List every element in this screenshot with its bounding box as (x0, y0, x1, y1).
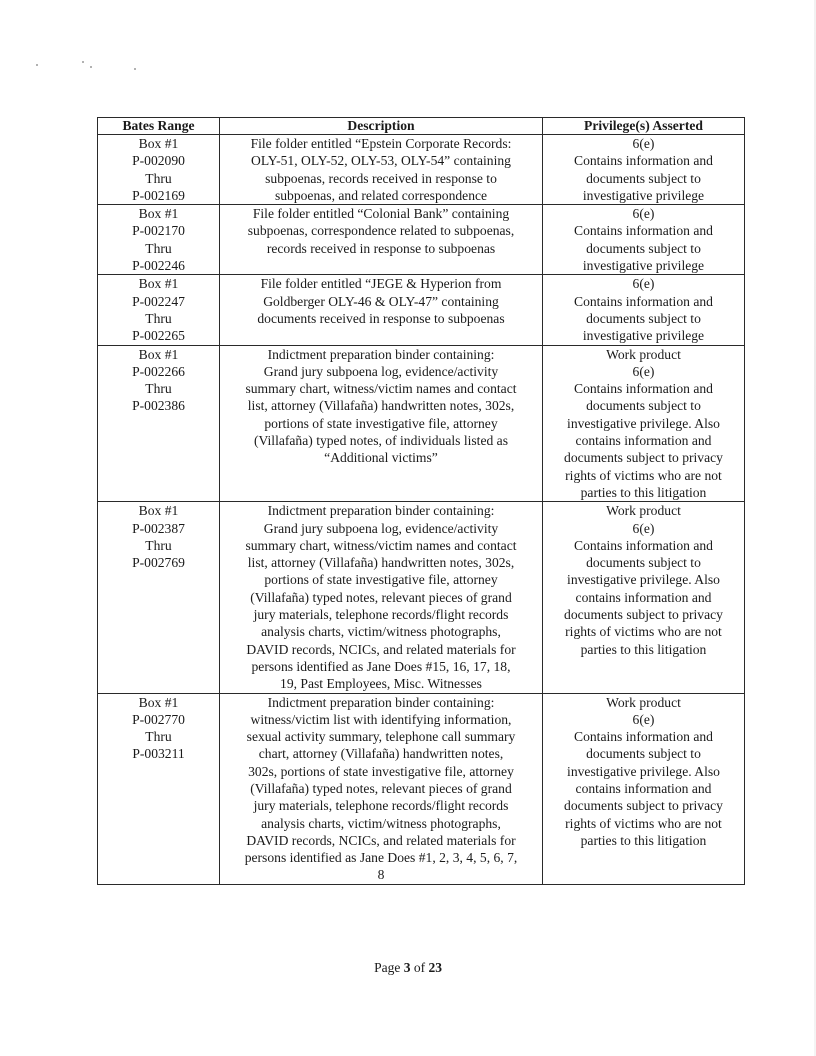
privilege-log-table (97, 117, 745, 885)
bates-range-cell: Box #1 P-002770 Thru P-003211 (98, 693, 220, 884)
privilege-cell: Work product 6(e) Contains information and documents subject to investigative privilege. Also contains information and documents subject to privacy rights of victims who are not parties to this litigation (543, 502, 745, 693)
header-row (98, 118, 745, 135)
table-row (98, 693, 745, 884)
table-body (98, 135, 745, 885)
bates-range-cell: Box #1 P-002387 Thru P-002769 (98, 502, 220, 693)
header-bates-range: Bates Range (98, 118, 220, 135)
scan-speck (90, 66, 92, 68)
bates-range-cell: Box #1 P-002247 Thru P-002265 (98, 275, 220, 345)
privilege-cell: Work product 6(e) Contains information and documents subject to investigative privilege. Also contains information and documents subject to privacy rights of victims who are not parties to this litigation (543, 693, 745, 884)
description-cell: File folder entitled “Epstein Corporate Records: OLY-51, OLY-52, OLY-53, OLY-54” containing subpoenas, records received in response to subpoenas, and related correspondence (220, 135, 543, 205)
table-row (98, 205, 745, 275)
page-footer (0, 960, 816, 976)
page-of-label: of (410, 960, 429, 975)
table-row (98, 502, 745, 693)
privilege-cell: 6(e) Contains information and documents subject to investigative privilege (543, 135, 745, 205)
table-row (98, 275, 745, 345)
scan-speck (36, 64, 38, 66)
header-description: Description (220, 118, 543, 135)
bates-range-cell: Box #1 P-002266 Thru P-002386 (98, 345, 220, 502)
scan-artifacts (30, 60, 150, 80)
privilege-cell: Work product 6(e) Contains information and documents subject to investigative privilege. Also contains information and documents subject to privacy rights of victims who are not parties to this litigation (543, 345, 745, 502)
scan-speck (82, 61, 84, 63)
bates-range-cell: Box #1 P-002090 Thru P-002169 (98, 135, 220, 205)
privilege-cell: 6(e) Contains information and documents subject to investigative privilege (543, 205, 745, 275)
bates-range-cell: Box #1 P-002170 Thru P-002246 (98, 205, 220, 275)
page-label: Page (374, 960, 404, 975)
current-page-number: 3 (403, 960, 411, 975)
description-cell: Indictment preparation binder containing: witness/victim list with identifying information, sexual activity summary, telephone call summary chart, attorney (Villafaña) handwritten notes, 302s, portions of state investigative file, attorney (Villafaña) typed notes, relevant pieces of grand jury materials, telephone records/flight records analysis charts, victim/witness photographs, DAVID records, NCICs, and related materials for persons identified as Jane Does #1, 2, 3, 4, 5, 6, 7, 8 (220, 693, 543, 884)
description-cell: File folder entitled “Colonial Bank” containing subpoenas, correspondence related to subpoenas, records received in response to subpoenas (220, 205, 543, 275)
table-row (98, 345, 745, 502)
header-privileges-asserted: Privilege(s) Asserted (543, 118, 745, 135)
description-cell: Indictment preparation binder containing: Grand jury subpoena log, evidence/activity summary chart, witness/victim names and contact list, attorney (Villafaña) handwritten notes, 302s, portions of state investigative file, attorney (Villafaña) typed notes, of individuals listed as “Additional victims” (220, 345, 543, 502)
table-header (98, 118, 745, 135)
table-row (98, 135, 745, 205)
description-cell: Indictment preparation binder containing: Grand jury subpoena log, evidence/activity summary chart, witness/victim names and contact list, attorney (Villafaña) handwritten notes, 302s, portions of state investigative file, attorney (Villafaña) typed notes, relevant pieces of grand jury materials, telephone records/flight records analysis charts, victim/witness photographs, DAVID records, NCICs, and related materials for persons identified as Jane Does #15, 16, 17, 18, 19, Past Employees, Misc. Witnesses (220, 502, 543, 693)
privilege-cell: 6(e) Contains information and documents subject to investigative privilege (543, 275, 745, 345)
total-page-count: 23 (428, 960, 442, 975)
scan-speck (134, 68, 136, 70)
description-cell: File folder entitled “JEGE & Hyperion from Goldberger OLY-46 & OLY-47” containing documents received in response to subpoenas (220, 275, 543, 345)
